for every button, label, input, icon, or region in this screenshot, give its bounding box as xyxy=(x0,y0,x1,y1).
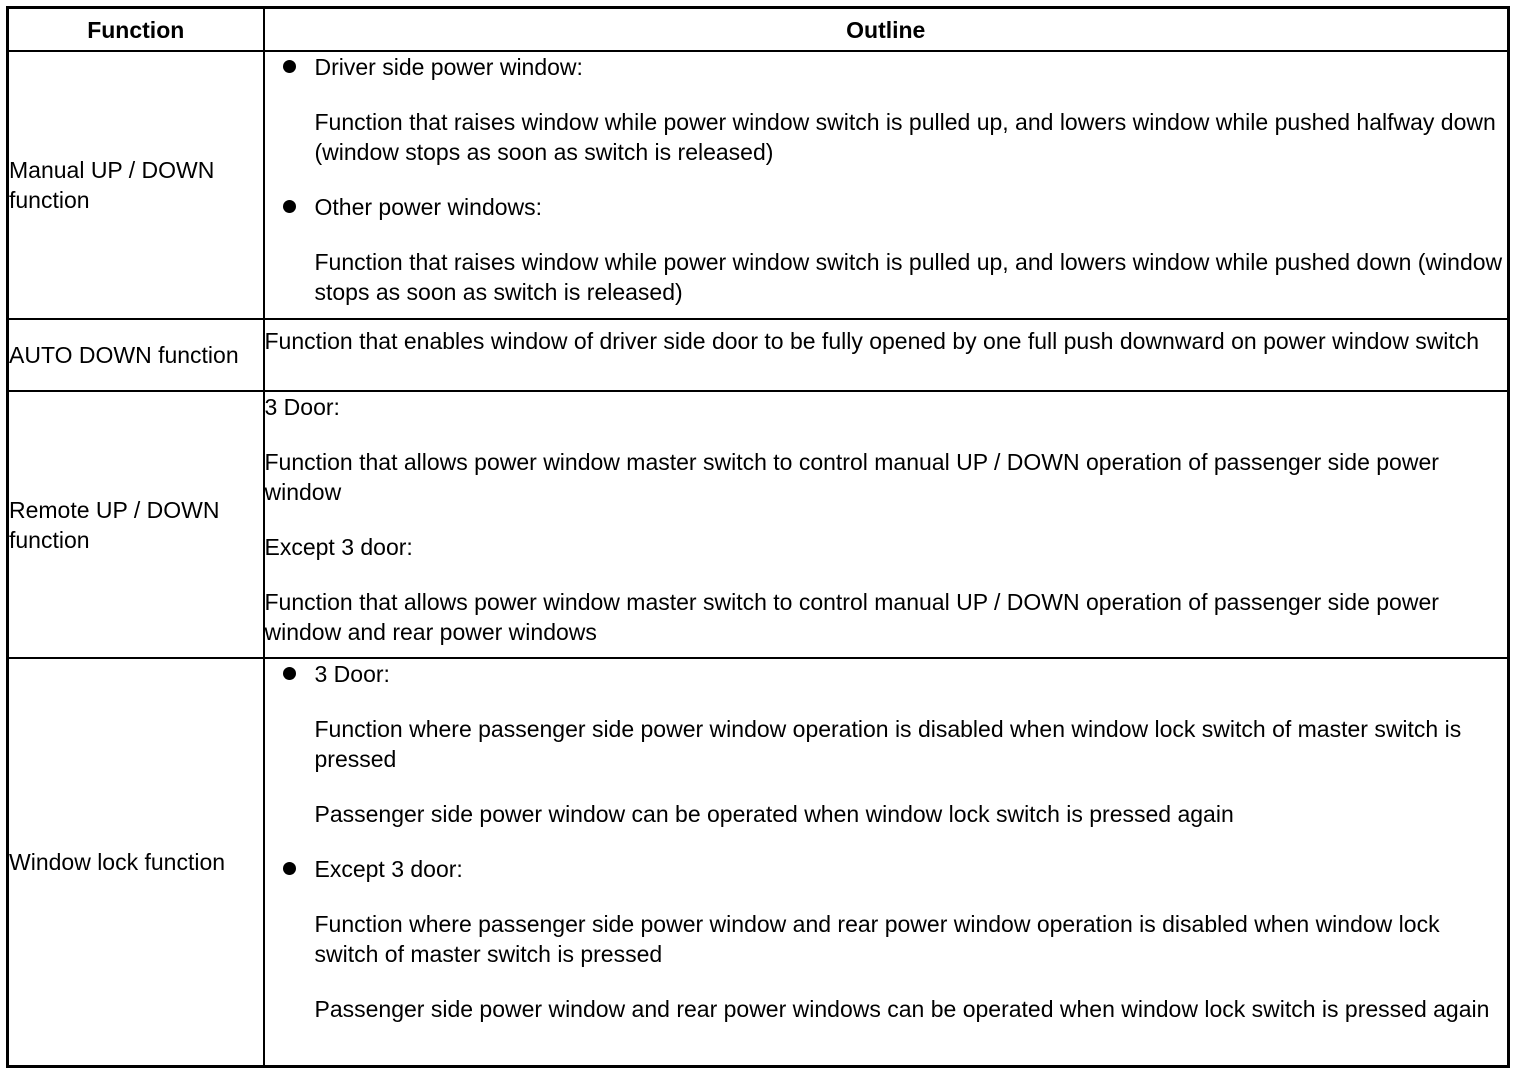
outline-cell xyxy=(264,319,1509,391)
outline-text: Other power windows: xyxy=(314,194,543,220)
outline-paragraph: Function where passenger side power window operation is disabled when window lock switch of master switch is pressed xyxy=(314,716,1462,772)
outline-text: Driver side power window: xyxy=(314,54,583,80)
bullet-icon xyxy=(283,667,296,680)
outline-paragraph: Function that allows power window master switch to control manual UP / DOWN operation of passenger side power window xyxy=(264,449,1439,505)
outline-paragraph: Function where passenger side power window and rear power window operation is disabled when window lock switch of master switch is pressed xyxy=(314,911,1440,967)
function-cell: Remote UP / DOWN function xyxy=(8,391,264,658)
table-row xyxy=(8,391,1509,658)
outline-paragraph: Function that enables window of driver side door to be fully opened by one full push downward on power window switch xyxy=(264,328,1480,354)
function-outline-table xyxy=(6,6,1510,1068)
outline-bullet-item xyxy=(265,659,1508,689)
bullet-icon xyxy=(283,60,296,73)
outline-paragraph: Function that raises window while power window switch is pulled up, and lowers window while pushed down (window stops as soon as switch is released) xyxy=(314,249,1503,305)
outline-cell xyxy=(264,391,1509,658)
outline-paragraph: Passenger side power window can be operated when window lock switch is pressed again xyxy=(314,801,1234,827)
outline-paragraph: Function that raises window while power window switch is pulled up, and lowers window while pushed halfway down (window stops as soon as switch is released) xyxy=(314,109,1496,165)
bullet-icon xyxy=(283,862,296,875)
outline-paragraph: Except 3 door: xyxy=(264,534,413,560)
header-row xyxy=(8,8,1509,52)
outline-paragraph: Function that allows power window master switch to control manual UP / DOWN operation of passenger side power window and rear power windows xyxy=(264,589,1439,645)
function-cell: Manual UP / DOWN function xyxy=(8,51,264,319)
outline-bullet-item xyxy=(265,854,1508,884)
outline-text: 3 Door: xyxy=(314,661,390,687)
table-row xyxy=(8,51,1509,319)
bullet-icon xyxy=(283,200,296,213)
outline-bullet-item xyxy=(265,192,1508,222)
outline-text: Except 3 door: xyxy=(314,856,463,882)
outline-cell xyxy=(264,51,1509,319)
outline-bullet-item xyxy=(265,52,1508,82)
function-cell: AUTO DOWN function xyxy=(8,319,264,391)
outline-paragraph: 3 Door: xyxy=(264,394,340,420)
outline-paragraph: Passenger side power window and rear power windows can be operated when window lock switch is pressed again xyxy=(314,996,1490,1022)
column-header-function: Function xyxy=(8,8,264,52)
table-row xyxy=(8,319,1509,391)
function-cell: Window lock function xyxy=(8,658,264,1066)
table-row xyxy=(8,658,1509,1066)
outline-cell xyxy=(264,658,1509,1066)
column-header-outline: Outline xyxy=(264,8,1509,52)
